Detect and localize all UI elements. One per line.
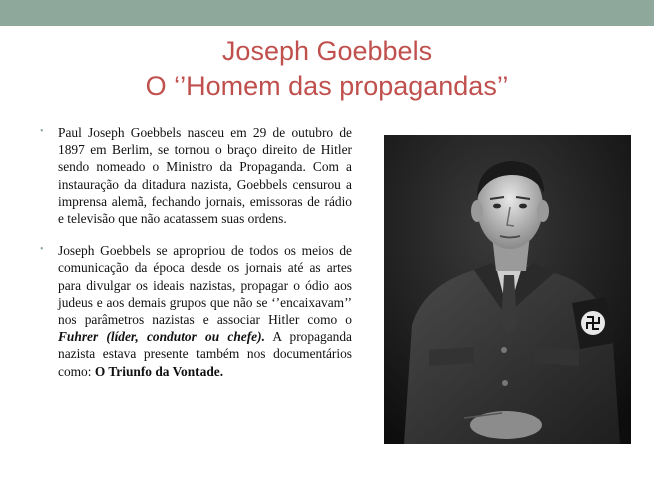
top-accent-bar (0, 0, 654, 26)
title-line-1: Joseph Goebbels (221, 36, 433, 66)
bullet-item-2 (40, 242, 352, 380)
portrait-illustration (384, 135, 631, 444)
bullet-text-1: Paul Joseph Goebbels nasceu em 29 de outubro de 1897 em Berlim, se tornou o braço direito de Hitler sendo nomeado o Ministro da Propaganda. Com a instauração da ditadura nazista, Goebbels censurou a imprensa alemã, fechando jornais, emissoras de rádio e televisão que não acatassem suas ordens. (58, 125, 352, 227)
title-line-2: O ‘’Homem das propagandas’’ (145, 71, 509, 101)
bullet-marker: • (40, 126, 44, 137)
bullet-text-2b: A propaganda nazista estava presente também nos documentários como: (58, 329, 352, 379)
bullet-item-1 (40, 124, 352, 227)
bullet-text-emphasis: Fuhrer (líder, condutor ou chefe). (58, 329, 265, 345)
bullet-text-strong: O Triunfo da Vontade. (94, 363, 224, 379)
bullet-text-2a: Joseph Goebbels se apropriou de todos os meios de comunicação da época desde os jornais até as artes para divulgar os ideais nazistas, propagar o ódio aos judeus e aos demais grupos que não se ‘’encaixavam’’ nos parâmetros nazistas e associar Hitler como o (58, 243, 352, 328)
bullet-list (40, 124, 352, 380)
portrait-photo (384, 135, 631, 444)
slide-title (0, 34, 654, 104)
bullet-marker: • (40, 244, 44, 256)
